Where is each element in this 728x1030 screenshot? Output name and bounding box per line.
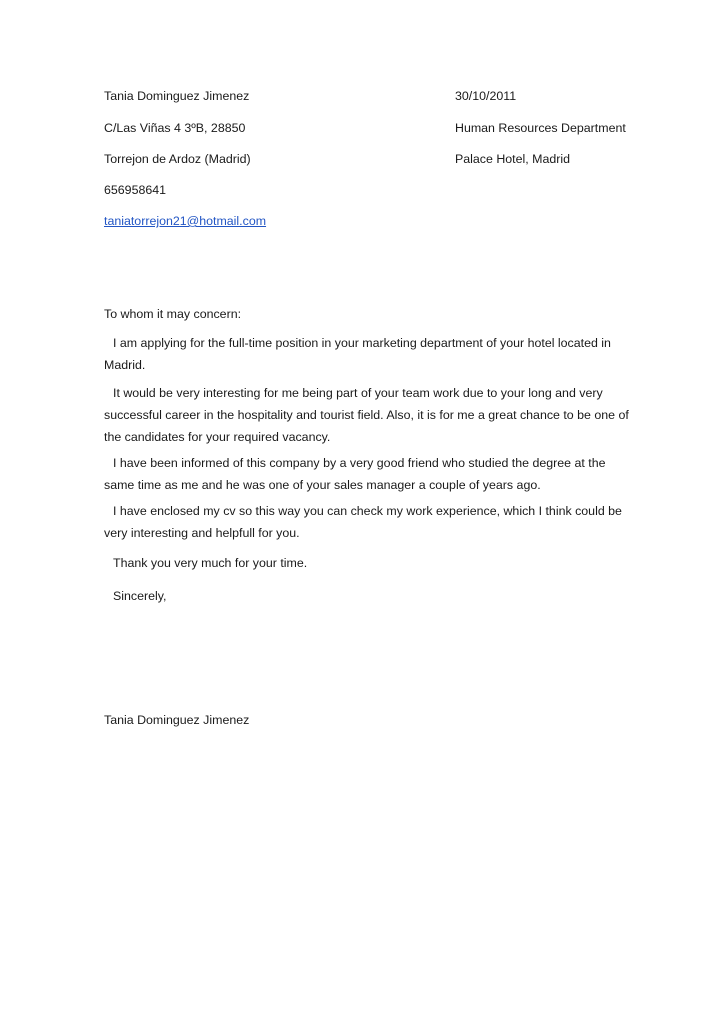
closing — [104, 585, 632, 607]
body-paragraph-3-text: I have been informed of this company by a very good friend who studied the degree at the same time as me and he was one of your sales manager a couple of years ago. — [104, 456, 606, 492]
closing-text: Sincerely, — [113, 589, 167, 603]
body-paragraph-5-text: Thank you very much for your time. — [113, 556, 308, 570]
recipient-company: Palace Hotel, Madrid — [455, 152, 571, 166]
sender-phone: 656958641 — [104, 183, 167, 197]
body-paragraph-1-text: I am applying for the full-time position in your marketing department of your hotel located in Madrid. — [104, 336, 611, 372]
signature-name: Tania Dominguez Jimenez — [104, 713, 250, 727]
body-paragraph-2 — [104, 382, 632, 448]
body-paragraph-3 — [104, 452, 632, 496]
sender-city: Torrejon de Ardoz (Madrid) — [104, 152, 251, 166]
sender-name: Tania Dominguez Jimenez — [104, 89, 250, 103]
body-paragraph-1 — [104, 332, 632, 376]
letter-date: 30/10/2011 — [455, 89, 517, 103]
salutation: To whom it may concern: — [104, 307, 242, 321]
body-paragraph-4 — [104, 500, 632, 544]
sender-email-link[interactable]: taniatorrejon21@hotmail.com — [104, 214, 267, 228]
body-paragraph-2-text: It would be very interesting for me being part of your team work due to your long and very successful career in the hospitality and tourist field. Also, it is for me a great chance to be one of the candidates for your required vacancy. — [104, 386, 629, 444]
body-paragraph-5 — [104, 552, 632, 574]
body-paragraph-4-text: I have enclosed my cv so this way you can check my work experience, which I think could be very interesting and helpfull for you. — [104, 504, 622, 540]
sender-address: C/Las Viñas 4 3ºB, 28850 — [104, 121, 246, 135]
recipient-department: Human Resources Department — [455, 121, 626, 135]
